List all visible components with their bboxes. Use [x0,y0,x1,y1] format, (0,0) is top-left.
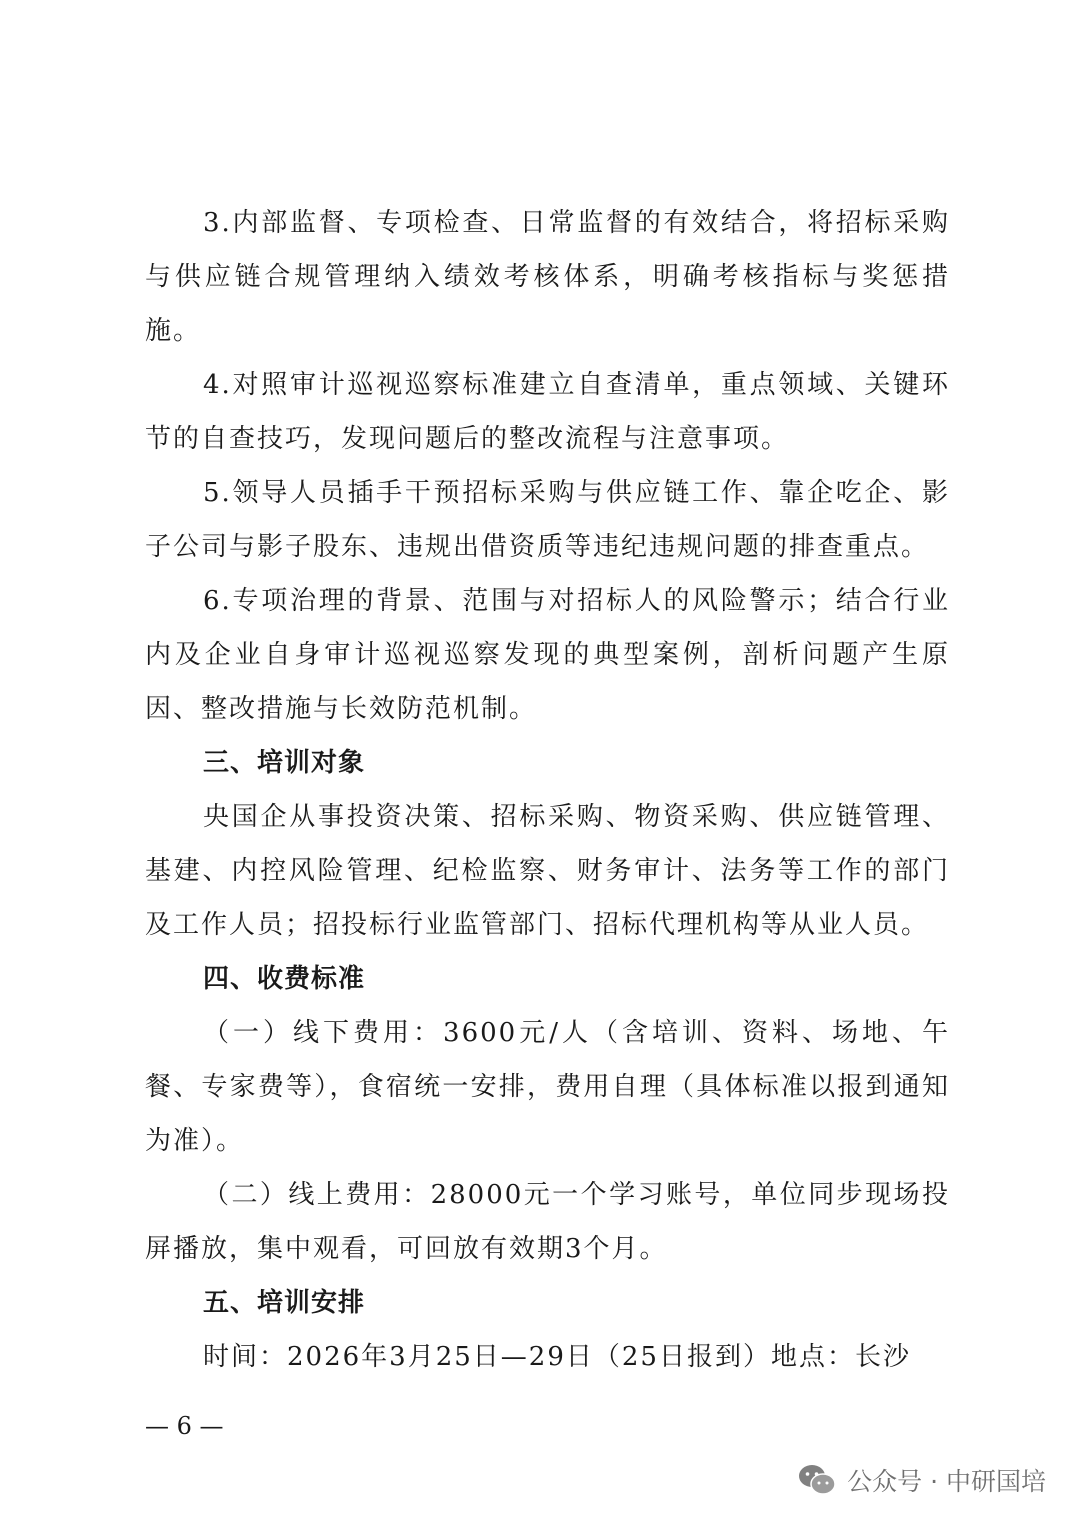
section-heading-training-audience: 三、培训对象 [203,748,366,778]
paragraph-item-3: 3.内部监督、专项检查、日常监督的有效结合，将招标采购与供应链合规管理纳入绩效考核体系，明确考核指标与奖惩措施。 [145,208,950,346]
document-body [145,196,950,1384]
watermark [797,1462,1046,1498]
section-heading-fee-standard: 四、收费标准 [203,964,366,994]
paragraph-item-5: 5.领导人员插手干预招标采购与供应链工作、靠企吃企、影子公司与影子股东、违规出借资质等违纪违规问题的排查重点。 [145,478,950,562]
paragraph-time-location: 时间：2026年3月25日—29日（25日报到）地点：长沙 [203,1342,911,1372]
paragraph-training-audience: 央国企从事投资决策、招标采购、物资采购、供应链管理、基建、内控风险管理、纪检监察、财务审计、法务等工作的部门及工作人员；招投标行业监管部门、招标代理机构等从业人员。 [145,802,950,940]
wechat-icon [797,1463,837,1497]
paragraph-online-fee: （二）线上费用：28000元一个学习账号，单位同步现场投屏播放，集中观看，可回放有效期3个月。 [145,1180,950,1264]
paragraph-item-4: 4.对照审计巡视巡察标准建立自查清单，重点领域、关键环节的自查技巧，发现问题后的整改流程与注意事项。 [145,370,950,454]
paragraph-item-6: 6.专项治理的背景、范围与对招标人的风险警示；结合行业内及企业自身审计巡视巡察发现的典型案例，剖析问题产生原因、整改措施与长效防范机制。 [145,586,950,724]
watermark-label: 公众号 · 中研国培 [847,1467,1046,1496]
paragraph-offline-fee: （一）线下费用：3600元/人（含培训、资料、场地、午餐、专家费等），食宿统一安排，费用自理（具体标准以报到通知为准）。 [145,1018,950,1156]
section-heading-training-arrangement: 五、培训安排 [203,1288,366,1318]
page-number: — 6 — [145,1412,224,1440]
